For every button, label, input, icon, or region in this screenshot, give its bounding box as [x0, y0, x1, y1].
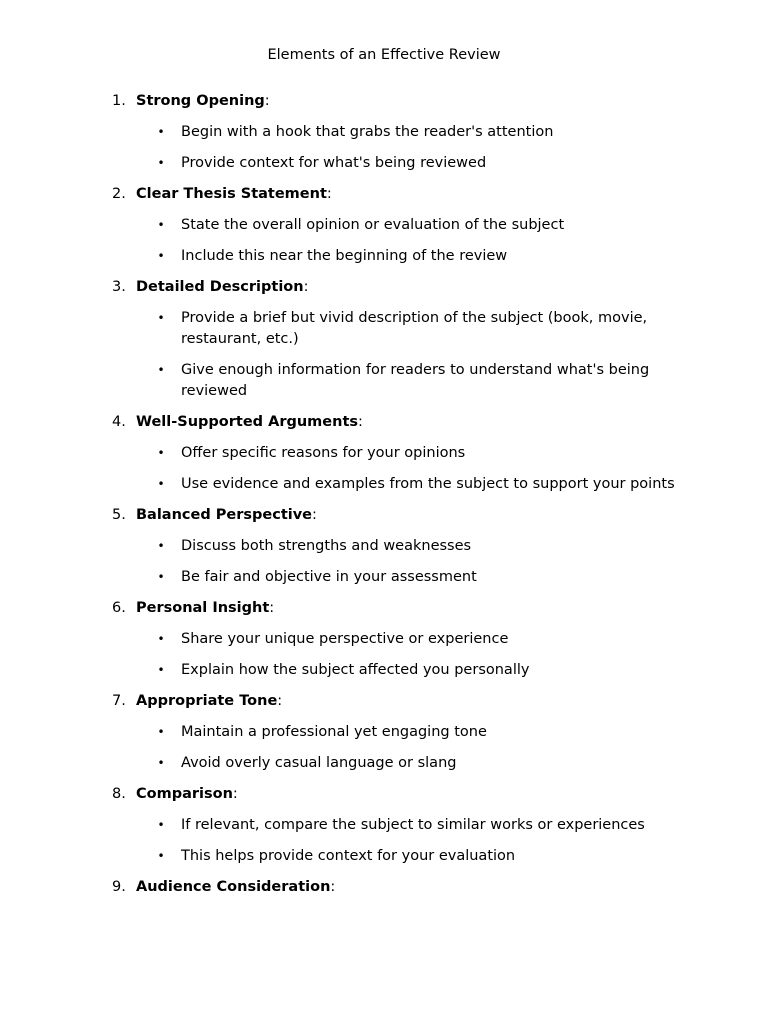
list-item — [0, 184, 768, 267]
list-item — [0, 412, 768, 495]
bullet-item — [0, 474, 768, 495]
item-number: 1. — [112, 93, 126, 109]
bullet-item — [0, 153, 768, 174]
section-heading-row — [0, 277, 768, 298]
bullet-text: Include this near the beginning of the review — [181, 248, 508, 264]
section-heading — [136, 691, 282, 712]
bullet-dot-icon: • — [157, 125, 165, 139]
heading-colon: : — [358, 414, 363, 430]
bullet-dot-icon: • — [157, 663, 165, 677]
heading-colon: : — [326, 186, 332, 202]
list-item — [0, 277, 768, 402]
bullet-dot-icon: • — [157, 539, 165, 553]
bullet-item — [0, 360, 768, 402]
bullet-text: Be fair and objective in your assessment — [181, 569, 477, 585]
section-heading-text: Clear Thesis Statement — [136, 186, 327, 202]
heading-colon: : — [269, 600, 275, 616]
bullet-item — [0, 753, 768, 774]
bullet-text: Begin with a hook that grabs the reader's attention — [181, 124, 554, 140]
section-heading — [136, 412, 363, 433]
heading-colon: : — [312, 507, 317, 523]
bullet-text: Avoid overly casual language or slang — [181, 755, 457, 771]
section-heading-text: Appropriate Tone — [136, 693, 278, 709]
item-number: 7. — [112, 693, 126, 709]
section-heading-text: Detailed Description — [136, 279, 304, 295]
section-heading-text: Comparison — [136, 786, 233, 802]
bullet-item — [0, 443, 768, 464]
bullet-dot-icon: • — [157, 156, 165, 170]
section-heading-text: Balanced Perspective — [136, 507, 313, 523]
bullet-dot-icon: • — [157, 818, 165, 832]
bullet-item — [0, 215, 768, 236]
bullet-item — [0, 629, 768, 650]
heading-colon: : — [277, 693, 283, 709]
bullet-text: Offer specific reasons for your opinions — [181, 445, 466, 461]
bullet-dot-icon: • — [157, 446, 165, 460]
bullet-dot-icon: • — [157, 249, 165, 263]
section-heading-row — [0, 184, 768, 205]
bullet-item — [0, 246, 768, 267]
section-heading-row — [0, 784, 768, 805]
list-item — [0, 598, 768, 681]
item-number: 8. — [112, 786, 126, 802]
section-heading — [136, 277, 308, 298]
section-heading-text: Strong Opening — [136, 93, 265, 109]
section-heading-text: Well-Supported Arguments — [136, 414, 359, 430]
section-heading-text: Audience Consideration — [136, 879, 331, 895]
section-heading — [136, 91, 270, 112]
section-heading — [136, 598, 274, 619]
bullet-dot-icon: • — [157, 725, 165, 739]
heading-colon: : — [232, 786, 238, 802]
section-heading-row — [0, 91, 768, 112]
heading-colon: : — [264, 93, 270, 109]
section-heading-row — [0, 412, 768, 433]
section-heading-row — [0, 505, 768, 526]
bullet-item — [0, 308, 768, 350]
item-number: 5. — [112, 507, 126, 523]
list-item — [0, 505, 768, 588]
list-item — [0, 877, 768, 898]
page-title: Elements of an Effective Review — [267, 47, 501, 63]
bullet-dot-icon: • — [157, 570, 165, 584]
bullet-text: This helps provide context for your evaluation — [181, 848, 516, 864]
section-heading-row — [0, 691, 768, 712]
heading-colon: : — [330, 879, 336, 895]
bullet-text: Discuss both strengths and weaknesses — [181, 538, 472, 554]
bullet-text: Provide context for what's being reviewed — [181, 155, 487, 171]
bullet-text: Use evidence and examples from the subject to support your points — [181, 476, 675, 492]
item-number: 9. — [112, 879, 126, 895]
section-heading-text: Personal Insight — [136, 600, 270, 616]
review-elements-list — [0, 91, 768, 908]
section-heading — [136, 784, 238, 805]
bullet-item — [0, 815, 768, 836]
bullet-text: State the overall opinion or evaluation of the subject — [181, 217, 565, 233]
bullet-dot-icon: • — [157, 632, 165, 646]
bullet-dot-icon: • — [157, 218, 165, 232]
section-heading — [136, 505, 317, 526]
bullet-item — [0, 660, 768, 681]
bullet-text: Give enough information for readers to understand what's being reviewed — [181, 362, 650, 399]
bullet-dot-icon: • — [157, 311, 165, 325]
item-number: 2. — [112, 186, 126, 202]
bullet-item — [0, 567, 768, 588]
item-number: 6. — [112, 600, 126, 616]
bullet-text: Explain how the subject affected you personally — [181, 662, 530, 678]
bullet-dot-icon: • — [157, 477, 165, 491]
bullet-text: Share your unique perspective or experience — [181, 631, 509, 647]
section-heading — [136, 184, 332, 205]
list-item — [0, 784, 768, 867]
bullet-text: If relevant, compare the subject to similar works or experiences — [181, 817, 645, 833]
item-number: 4. — [112, 414, 126, 430]
item-number: 3. — [112, 279, 126, 295]
bullet-dot-icon: • — [157, 363, 165, 377]
bullet-item — [0, 722, 768, 743]
list-item — [0, 691, 768, 774]
bullet-item — [0, 122, 768, 143]
bullet-item — [0, 846, 768, 867]
bullet-dot-icon: • — [157, 849, 165, 863]
section-heading — [136, 877, 335, 898]
bullet-item — [0, 536, 768, 557]
bullet-dot-icon: • — [157, 756, 165, 770]
section-heading-row — [0, 598, 768, 619]
section-heading-row — [0, 877, 768, 898]
list-item — [0, 91, 768, 174]
heading-colon: : — [303, 279, 309, 295]
bullet-text: Maintain a professional yet engaging tone — [181, 724, 487, 740]
bullet-text: Provide a brief but vivid description of the subject (book, movie, restaurant, etc.) — [181, 310, 648, 347]
